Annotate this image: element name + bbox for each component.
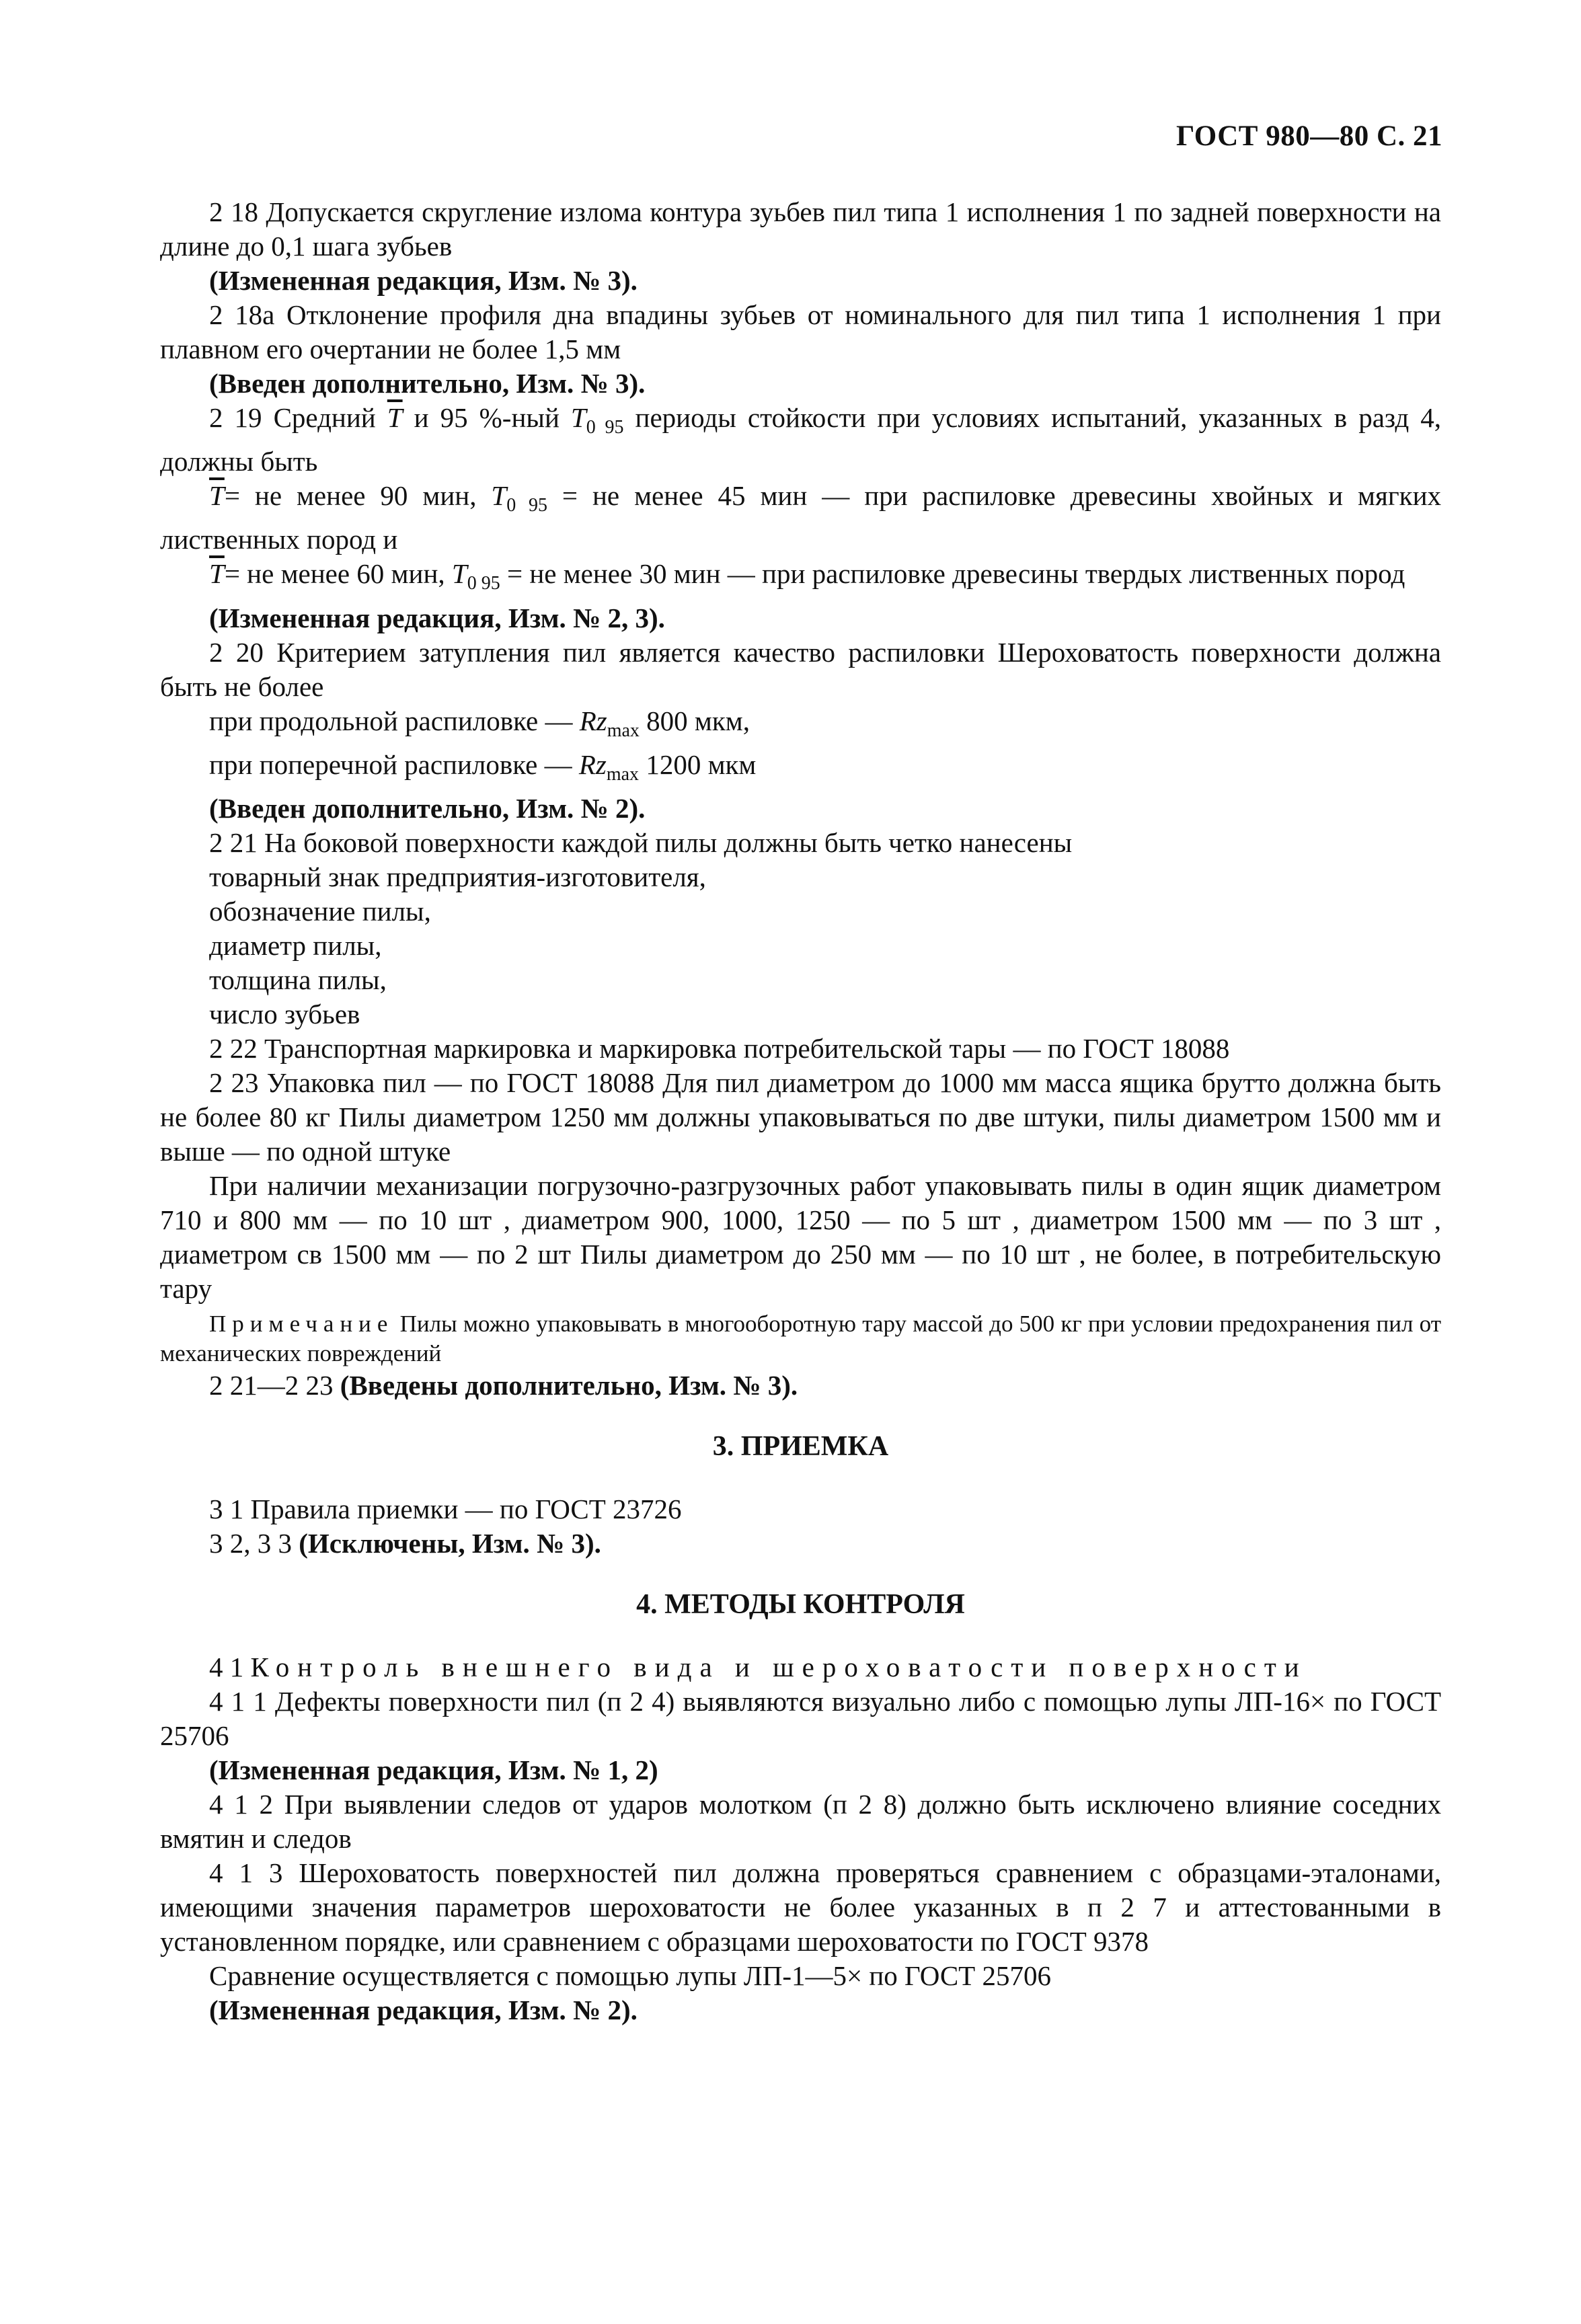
symbol-t-mean: $\overline{T}$ (209, 558, 225, 590)
subscript: 0 95 (467, 573, 500, 594)
clause-title: Контроль внешнего вида и шероховатости поверхности (250, 1651, 1307, 1682)
page-header: ГОСТ 980—80 С. 21 (1175, 120, 1442, 152)
section-heading-test-methods: 4. МЕТОДЫ КОНТРОЛЯ (636, 1588, 965, 1620)
clause-4-1-1: 4 1 1 Дефекты поверхности пил (п 2 4) выявляются визуально либо с помощью лупы ЛП-16× по ГОСТ 25706 (160, 1685, 1441, 1751)
clause-4-1-2: 4 1 2 При выявлении следов от ударов молотком (п 2 8) должно быть исключено влияние соседних вмятин и следов (160, 1788, 1441, 1854)
amendment-note: (Введен дополнительно, Изм. № 3). (209, 368, 646, 399)
note-text: Пилы можно упаковывать в многооборотную тару массой до 500 кг при условии предохранения пил от механических повреждений (160, 1310, 1441, 1366)
amendment-note: (Измененная редакция, Изм. № 1, 2) (209, 1754, 658, 1785)
list-item: число зубьев (209, 998, 360, 1030)
symbol-t: T (570, 402, 586, 433)
clause-2-19-line-1: $\overline{T}=$ не менее 90 мин, $T_{0 95}$ = не менее 45 мин — при распиловке древесины хвойных и мягких лиственных пород и (160, 480, 1442, 555)
list-item: диаметр пилы, (209, 929, 382, 961)
clause-4-1-3: 4 1 3 Шероховатость поверхностей пил должна проверяться сравнением с образцами-эталонами, имеющими значения параметров шероховатости не более указанных в п 2 7 и аттестованными в установленном порядке, или сравнением с образцами шероховатости по ГОСТ 9378 (160, 1857, 1441, 1957)
clause-2-22: 2 22 Транспортная маркировка и маркировка потребительской тары — по ГОСТ 18088 (209, 1032, 1230, 1064)
clause-2-19-line-2: $\overline{T}=$ не менее 60 мин, $T_{0 95}$ = не менее 30 мин — при распиловке древесины твердых лиственных пород (209, 558, 1405, 594)
amendment-note: (Измененная редакция, Изм. № 2, 3). (209, 602, 665, 633)
subscript: max (606, 763, 640, 785)
clause-4-1: 4 1 Контроль внешнего вида и шероховатости поверхности (209, 1651, 1307, 1682)
clause-3-2: 3 2, 3 3 (Исключены, Изм. № 3). (209, 1527, 601, 1559)
clause-2-20: 2 20 Критерием затупления пил является качество распиловки Шероховатость поверхности должна быть не более (160, 636, 1441, 702)
amendment-note: (Измененная редакция, Изм. № 3). (209, 265, 638, 296)
symbol-t: T (451, 558, 467, 590)
clause-2-20-line-2: при поперечной распиловке — $Rz_{max}$ 1200 мкм (209, 748, 757, 785)
clause-2-20-line-1: при продольной распиловке — $Rz_{max}$ 800 мкм, (209, 705, 750, 741)
amendment-note: (Введен дополнительно, Изм. № 2). (209, 792, 646, 824)
subscript: 0 95 (506, 495, 547, 516)
clause-2-18a: 2 18а Отклонение профиля дна впадины зубьев от номинального для пил типа 1 исполнения 1 при плавном его очертании не более 1,5 мм (160, 299, 1441, 364)
note-label: Примечание (209, 1310, 394, 1337)
clause-2-19: 2 19 Средний $\overline{T}$ и 95 %-ный $T_{0 95}$ периоды стойкости при условиях испытаний, указанных в разд 4, должны быть (160, 402, 1441, 477)
subscript: 0 95 (586, 417, 624, 438)
document-body (160, 195, 1441, 2027)
clause-2-21: 2 21 На боковой поверхности каждой пилы должны быть четко нанесены (209, 826, 1073, 858)
clause-2-18: 2 18 Допускается скругление излома контура зуьбев пил типа 1 исполнения 1 по задней поверхности на длине до 0,1 шага зубьев (160, 196, 1441, 262)
amendment-note: (Измененная редакция, Изм. № 2). (209, 1994, 638, 2025)
clause-4-1-3-paragraph: Сравнение осуществляется с помощью лупы ЛП-1—5× по ГОСТ 25706 (209, 1960, 1051, 1991)
clause-3-1: 3 1 Правила приемки — по ГОСТ 23726 (209, 1493, 682, 1524)
symbol-rz: Rz (579, 705, 607, 736)
amendment-note: 2 21—2 23 (Введены дополнительно, Изм. № 3). (209, 1369, 798, 1401)
list-item: обозначение пилы, (209, 895, 431, 927)
symbol-t-mean: $\overline{T}$ (209, 480, 225, 512)
section-heading-acceptance: 3. ПРИЕМКА (712, 1430, 889, 1462)
list-item: толщина пилы, (209, 964, 387, 995)
note (160, 1309, 1441, 1368)
clause-2-23-paragraph: При наличии механизации погрузочно-разгрузочных работ упаковывать пилы в один ящик диаметром 710 и 800 мм — по 10 шт , диаметром 900, 1000, 1250 — по 5 шт , диаметром 1500 мм — по 3 шт , диаметром св 1500 мм — по 2 шт Пилы диаметром до 250 мм — по 10 шт , не более, в потребительскую тару (160, 1169, 1441, 1304)
symbol-rz: Rz (578, 748, 607, 780)
symbol-t-mean: $\overline{T}$ (387, 402, 403, 433)
clause-2-23: 2 23 Упаковка пил — по ГОСТ 18088 Для пил диаметром до 1000 мм масса ящика брутто должна быть не более 80 кг Пилы диаметром 1250 мм должны упаковываться по две штуки, пилы диаметром 1500 мм и выше — по одной штуке (160, 1067, 1441, 1167)
symbol-t: T (491, 480, 507, 512)
subscript: max (607, 720, 640, 741)
list-item: товарный знак предприятия-изготовителя, (209, 861, 706, 892)
